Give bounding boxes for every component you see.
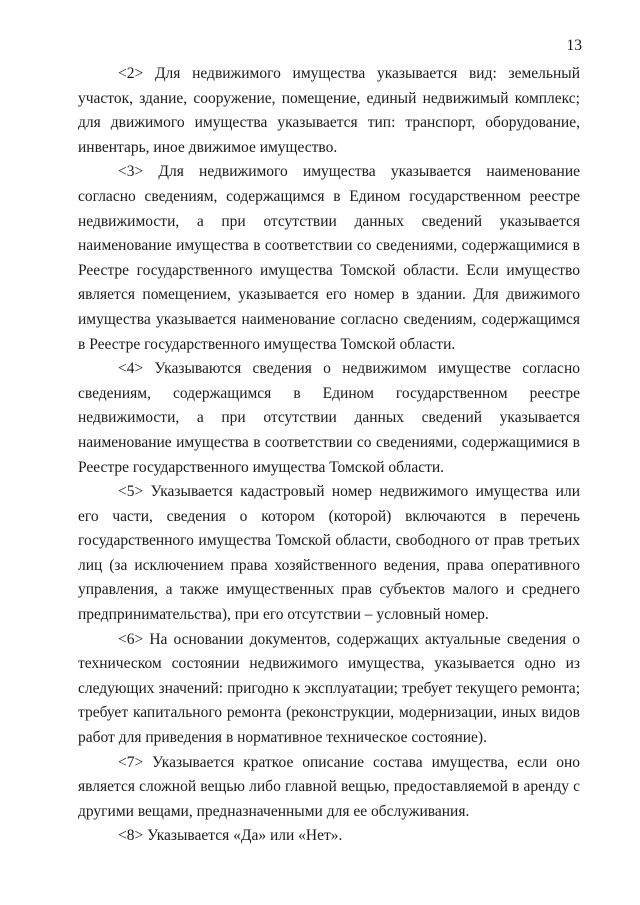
footnotes-block [78, 62, 580, 849]
footnote-4: <4> Указываются сведения о недвижимом имуществе согласно сведениям, содержащимся в Едином государственном реестре недвижимости, а при отсутствии данных сведений указывается наименование имущества в соответствии со сведениями, содержащимися в Реестре государственного имущества Томской области. [78, 360, 580, 476]
page-number: 13 [566, 37, 582, 54]
footnote-6: <6> На основании документов, содержащих актуальные сведения о техническом состоянии недвижимого имущества, указывается одно из следующих значений: пригодно к эксплуатации; требует текущего ремонта; требует капитального ремонта (реконструкции, модернизации, иных видов работ для приведения в нормативное техническое состояние). [78, 630, 580, 747]
footnote-5: <5> Указывается кадастровый номер недвижимого имущества или его части, сведения о котором (которой) включаются в перечень государственного имущества Томской области, свободного от прав третьих лиц (за исключением права хозяйственного ведения, права оперативного управления, а также имущественных прав субъектов малого и среднего предпринимательства), при его отсутствии – условный номер. [78, 483, 580, 624]
footnote-2: <2> Для недвижимого имущества указывается вид: земельный участок, здание, сооружение, помещение, единый недвижимый комплекс; для движимого имущества указывается тип: транспорт, оборудование, инвентарь, иное движимое имущество. [78, 65, 580, 156]
footnote-7: <7> Указывается краткое описание состава имущества, если оно является сложной вещью либо главной вещью, предоставляемой в аренду с другими вещами, предназначенными для ее обслуживания. [78, 753, 580, 820]
footnote-8: <8> Указывается «Да» или «Нет». [118, 827, 343, 845]
footnote-3: <3> Для недвижимого имущества указывается наименование согласно сведениям, содержащимся в Едином государственном реестре недвижимости, а при отсутствии данных сведений указывается наименование имущества в соответствии со сведениями, содержащимися в Реестре государственного имущества Томской области. Если имущество является помещением, указывается его номер в здании. Для движимого имущества указывается наименование согласно сведениям, содержащимся в Реестре государственного имущества Томской области. [78, 163, 580, 353]
